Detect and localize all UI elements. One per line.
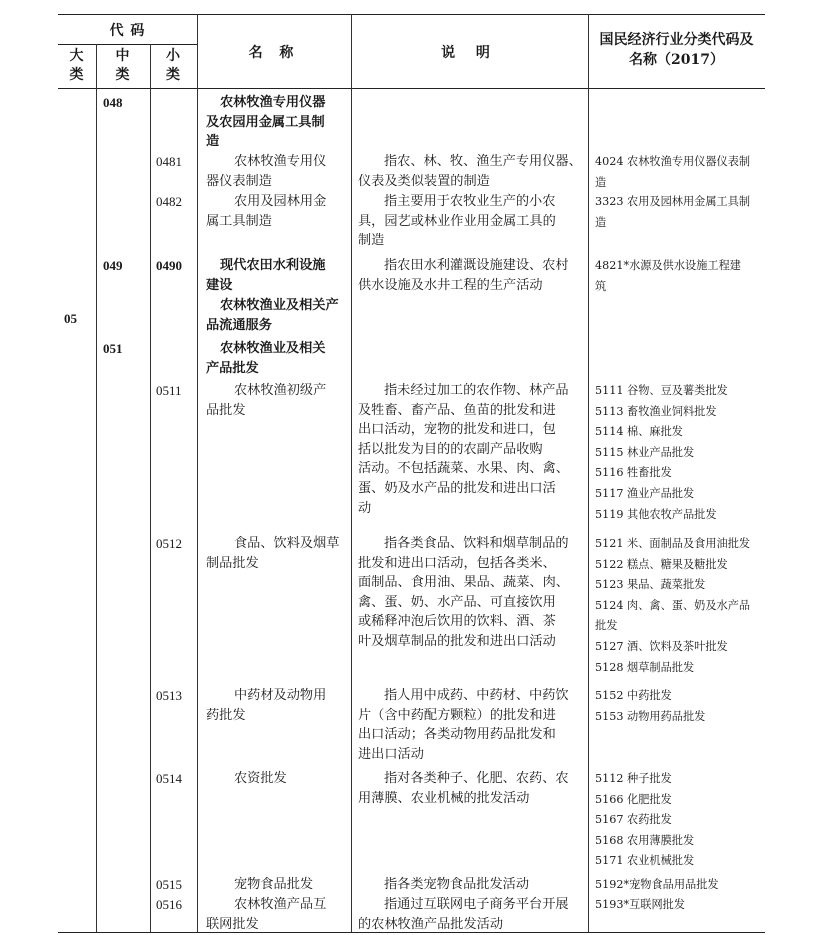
middle-code: 049 bbox=[103, 258, 123, 273]
header-middle: 中 类 bbox=[115, 48, 131, 83]
category-name: 宠物食品批发 bbox=[234, 877, 314, 892]
standard-mapping: 5152 中药批发 5153 动物用药品批发 bbox=[595, 689, 706, 723]
header-major: 大 类 bbox=[69, 48, 85, 83]
standard-mapping: 5111 谷物、豆及薯类批发 5113 畜牧渔业饲料批发 5114 棉、麻批发 5115 林业产品批发 5116 牲畜批发 5117 渔业产品批发 5119 其他农牧产品批发 bbox=[595, 384, 728, 521]
header-desc: 说 明 bbox=[441, 45, 498, 61]
category-name: 农林牧渔专用仪器 及农园用金属工具制 造 bbox=[206, 95, 326, 150]
table-top-rule bbox=[58, 14, 765, 15]
category-description: 指农、林、牧、渔生产专用仪器、 仪表及类似装置的制造 bbox=[358, 154, 582, 189]
category-name: 农林牧渔业及相关 产品批发 bbox=[206, 341, 326, 376]
col-divider-5 bbox=[588, 14, 589, 932]
minor-code: 0513 bbox=[156, 688, 182, 703]
standard-mapping: 5112 种子批发 5166 化肥批发 5167 农药批发 5168 农用薄膜批发 5171 农业机械批发 bbox=[595, 772, 695, 868]
standard-mapping: 4821*水源及供水设施工程建 筑 bbox=[595, 259, 741, 293]
category-name: 农林牧渔专用仪 器仪表制造 bbox=[206, 154, 327, 189]
category-description: 指对各类种子、化肥、农药、农 用薄膜、农业机械的批发活动 bbox=[358, 771, 569, 806]
category-description: 指人用中成药、中药材、中药饮 片（含中药配方颗粒）的批发和进 出口活动；各类动物用药品批发和 进出口活动 bbox=[358, 688, 569, 762]
minor-code: 0490 bbox=[156, 258, 182, 273]
category-name: 农资批发 bbox=[234, 771, 287, 786]
header-minor: 小 类 bbox=[166, 48, 181, 83]
minor-code: 0482 bbox=[156, 194, 182, 209]
col-divider-3 bbox=[197, 14, 198, 932]
category-name: 现代农田水利设施 建设 bbox=[206, 258, 326, 293]
minor-code: 0481 bbox=[156, 154, 182, 169]
standard-mapping: 5193*互联网批发 bbox=[595, 898, 686, 911]
header-name: 名 称 bbox=[248, 45, 300, 61]
header-code: 代 码 bbox=[109, 23, 146, 39]
minor-code: 0512 bbox=[156, 536, 182, 551]
major-code: 05 bbox=[64, 311, 77, 326]
category-description: 指农田水利灌溉设施建设、农村 供水设施及水井工程的生产活动 bbox=[358, 258, 569, 293]
minor-code: 0511 bbox=[156, 383, 182, 398]
category-description: 指主要用于农牧业生产的小农 具，园艺或林业作业用金属工具的 制造 bbox=[358, 194, 556, 249]
category-description: 指各类宠物食品批发活动 bbox=[384, 877, 530, 892]
category-name: 农林牧渔业及相关产 品流通服务 bbox=[206, 298, 339, 333]
category-name: 中药材及动物用 药批发 bbox=[206, 688, 327, 723]
header-std: 国民经济行业分类代码及 名称（2017） bbox=[599, 32, 754, 68]
category-name: 农用及园林用金 属工具制造 bbox=[206, 194, 327, 229]
col-divider-2 bbox=[150, 44, 151, 932]
col-divider-4 bbox=[351, 14, 352, 932]
minor-code: 0514 bbox=[156, 771, 182, 786]
middle-code: 051 bbox=[103, 341, 123, 356]
minor-code: 0516 bbox=[156, 897, 182, 912]
minor-code: 0515 bbox=[156, 877, 182, 892]
standard-mapping: 5192*宠物食品用品批发 bbox=[595, 878, 719, 891]
category-name: 农林牧渔产品互 联网批发 bbox=[206, 897, 327, 932]
standard-mapping: 3323 农用及园林用金属工具制 造 bbox=[595, 195, 751, 229]
category-description: 指未经过加工的农作物、林产品 及牲畜、畜产品、鱼苗的批发和进 出口活动，宠物的批发和进口，包 括以批发为目的的农副产品收购 活动。不包括蔬菜、水果、肉、禽、 蛋、奶及水产品的批发和进出口活 动 bbox=[358, 383, 569, 516]
code-header-rule bbox=[58, 44, 197, 45]
col-divider-1 bbox=[96, 44, 97, 932]
category-name: 农林牧渔初级产 品批发 bbox=[206, 383, 327, 418]
standard-mapping: 4024 农林牧渔专用仪器仪表制 造 bbox=[595, 155, 751, 189]
category-description: 指各类食品、饮料和烟草制品的 批发和进出口活动，包括各类米、 面制品、食用油、果品、蔬菜、肉、 禽、蛋、奶、水产品、可直接饮用 或稀释冲泡后饮用的饮料、酒、茶 叶及烟草制品的批发和进出口活动 bbox=[358, 536, 569, 649]
middle-code: 048 bbox=[103, 95, 123, 110]
category-name: 食品、饮料及烟草 制品批发 bbox=[206, 536, 340, 571]
standard-mapping: 5121 米、面制品及食用油批发 5122 糕点、糖果及糖批发 5123 果品、蔬菜批发 5124 肉、禽、蛋、奶及水产品 批发 5127 酒、饮料及茶叶批发 5128 烟草制品批发 bbox=[595, 537, 751, 674]
category-description: 指通过互联网电子商务平台开展 的农林牧渔产品批发活动 bbox=[358, 897, 569, 932]
header-bottom-rule bbox=[58, 88, 765, 89]
